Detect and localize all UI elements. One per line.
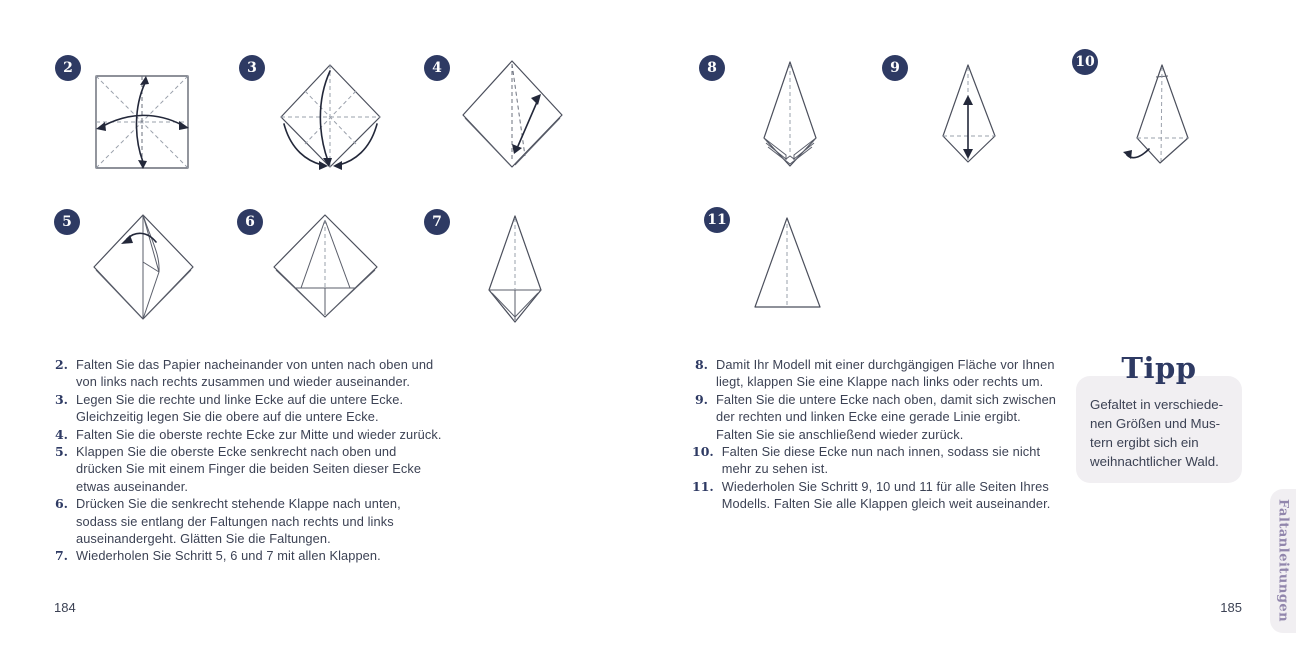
instruction-number: 2. <box>54 357 68 372</box>
instruction-item <box>692 356 1060 391</box>
instruction-text: Falten Sie die untere Ecke nach oben, damit sich zwischen der rechten und linken Ecke eine gerade Linie ergibt. Falten Sie sie anschließend wieder zurück. <box>716 391 1057 442</box>
instruction-number: 3. <box>54 391 68 407</box>
figure-step-11 <box>748 214 826 312</box>
instruction-number: 7. <box>54 548 68 564</box>
step-badge-2 <box>55 55 81 81</box>
instruction-item <box>52 547 444 564</box>
step-badge-number: 3 <box>247 60 257 76</box>
instruction-item <box>52 426 444 443</box>
instruction-item <box>692 391 1060 443</box>
instruction-number: 11. <box>692 478 714 494</box>
page-number-left: 184 <box>54 600 76 615</box>
figure-step-9 <box>940 62 998 166</box>
instruction-text: Drücken Sie die senkrecht stehende Klappe nach unten, sodass sie entlang der Faltungen nach rechts und links auseinandergeht. Glätten Sie die Faltungen. <box>76 496 401 547</box>
instruction-text: Klappen Sie die oberste Ecke senkrecht nach oben und drücken Sie mit einem Finger die beiden Seiten dieser Ecke etwas auseinander. <box>76 444 422 494</box>
origami-diagram-inside-fold-icon <box>1122 60 1200 168</box>
instruction-item <box>52 391 444 426</box>
figure-step-3 <box>278 62 383 172</box>
tip-title: Tipp <box>1121 351 1197 385</box>
origami-diagram-square-creases-icon <box>94 72 190 172</box>
instruction-number: 10. <box>692 444 714 460</box>
step-badge-number: 4 <box>432 60 442 76</box>
step-badge-10 <box>1072 49 1098 75</box>
step-badge-number: 2 <box>63 60 73 76</box>
origami-diagram-triangle-icon <box>748 214 826 312</box>
instruction-text: Falten Sie die oberste rechte Ecke zur Mitte und wieder zurück. <box>76 426 442 442</box>
right-instruction-list <box>692 356 1060 513</box>
instruction-number: 4. <box>54 426 68 442</box>
step-badge-6 <box>237 209 263 235</box>
instruction-item <box>692 478 1060 513</box>
origami-diagram-folded-flaps-icon <box>756 60 824 172</box>
section-tab <box>1270 489 1296 633</box>
figure-step-10 <box>1122 60 1200 168</box>
tip-text-line: Gefaltet in verschiede- <box>1090 397 1224 412</box>
instruction-text: Wiederholen Sie Schritt 5, 6 und 7 mit allen Klappen. <box>76 548 381 564</box>
figure-step-8 <box>756 60 824 172</box>
tip-text-line: weihnachtlicher Wald. <box>1090 454 1219 469</box>
tip-text-line: tern ergibt sich ein <box>1090 435 1199 450</box>
step-badge-7 <box>424 209 450 235</box>
instruction-text: Falten Sie das Papier nacheinander von unten nach oben und von links nach rechts zusammen und wieder auseinander. <box>76 357 434 390</box>
figure-step-4 <box>460 58 566 172</box>
page-number-right: 185 <box>1220 600 1242 615</box>
instruction-item <box>52 443 444 495</box>
section-tab-label: Faltanleitungen <box>1275 499 1291 623</box>
step-badge-number: 10 <box>1075 54 1095 70</box>
figure-step-7 <box>486 214 544 328</box>
step-badge-11 <box>704 207 730 233</box>
origami-diagram-kite-arrow-icon <box>940 62 998 166</box>
left-instruction-list <box>52 356 444 565</box>
tip-text-line: nen Größen und Mus- <box>1090 416 1221 431</box>
instruction-item <box>52 356 444 391</box>
instruction-text: Legen Sie die rechte und linke Ecke auf die untere Ecke. Gleichzeitig legen Sie die obere auf die untere Ecke. <box>76 391 404 425</box>
figure-step-2 <box>94 72 190 172</box>
step-badge-number: 6 <box>245 214 255 230</box>
origami-diagram-kite-base-icon <box>486 214 544 328</box>
tip-box <box>1076 376 1242 483</box>
step-badge-number: 8 <box>707 60 717 76</box>
instruction-item <box>692 443 1060 478</box>
step-badge-3 <box>239 55 265 81</box>
step-badge-number: 11 <box>707 212 727 228</box>
instruction-number: 5. <box>54 444 68 460</box>
instruction-text: Damit Ihr Modell mit einer durchgängigen Fläche vor Ihnen liegt, klappen Sie eine Klappe nach links oder rechts um. <box>716 357 1055 390</box>
instruction-item <box>52 495 444 547</box>
step-badge-number: 7 <box>432 214 442 230</box>
step-badge-5 <box>54 209 80 235</box>
step-badge-4 <box>424 55 450 81</box>
origami-diagram-diamond-fold-icon <box>278 62 383 172</box>
step-badge-number: 9 <box>890 60 900 76</box>
origami-diagram-flattened-flap-icon <box>272 212 380 322</box>
step-badge-8 <box>699 55 725 81</box>
instruction-number: 8. <box>694 357 708 372</box>
instruction-number: 6. <box>54 496 68 512</box>
origami-diagram-petal-fold-icon <box>92 212 196 324</box>
origami-diagram-diamond-arrow-icon <box>460 58 566 172</box>
instruction-text: Wiederholen Sie Schritt 9, 10 und 11 für alle Seiten Ihres Modells. Falten Sie alle Klappen gleich weit auseinander. <box>721 478 1051 512</box>
instruction-text: Falten Sie diese Ecke nun nach innen, sodass sie nicht mehr zu sehen ist. <box>721 444 1041 477</box>
instruction-number: 9. <box>694 391 708 407</box>
step-badge-number: 5 <box>62 214 72 230</box>
figure-step-5 <box>92 212 196 324</box>
figure-step-6 <box>272 212 380 322</box>
step-badge-9 <box>882 55 908 81</box>
